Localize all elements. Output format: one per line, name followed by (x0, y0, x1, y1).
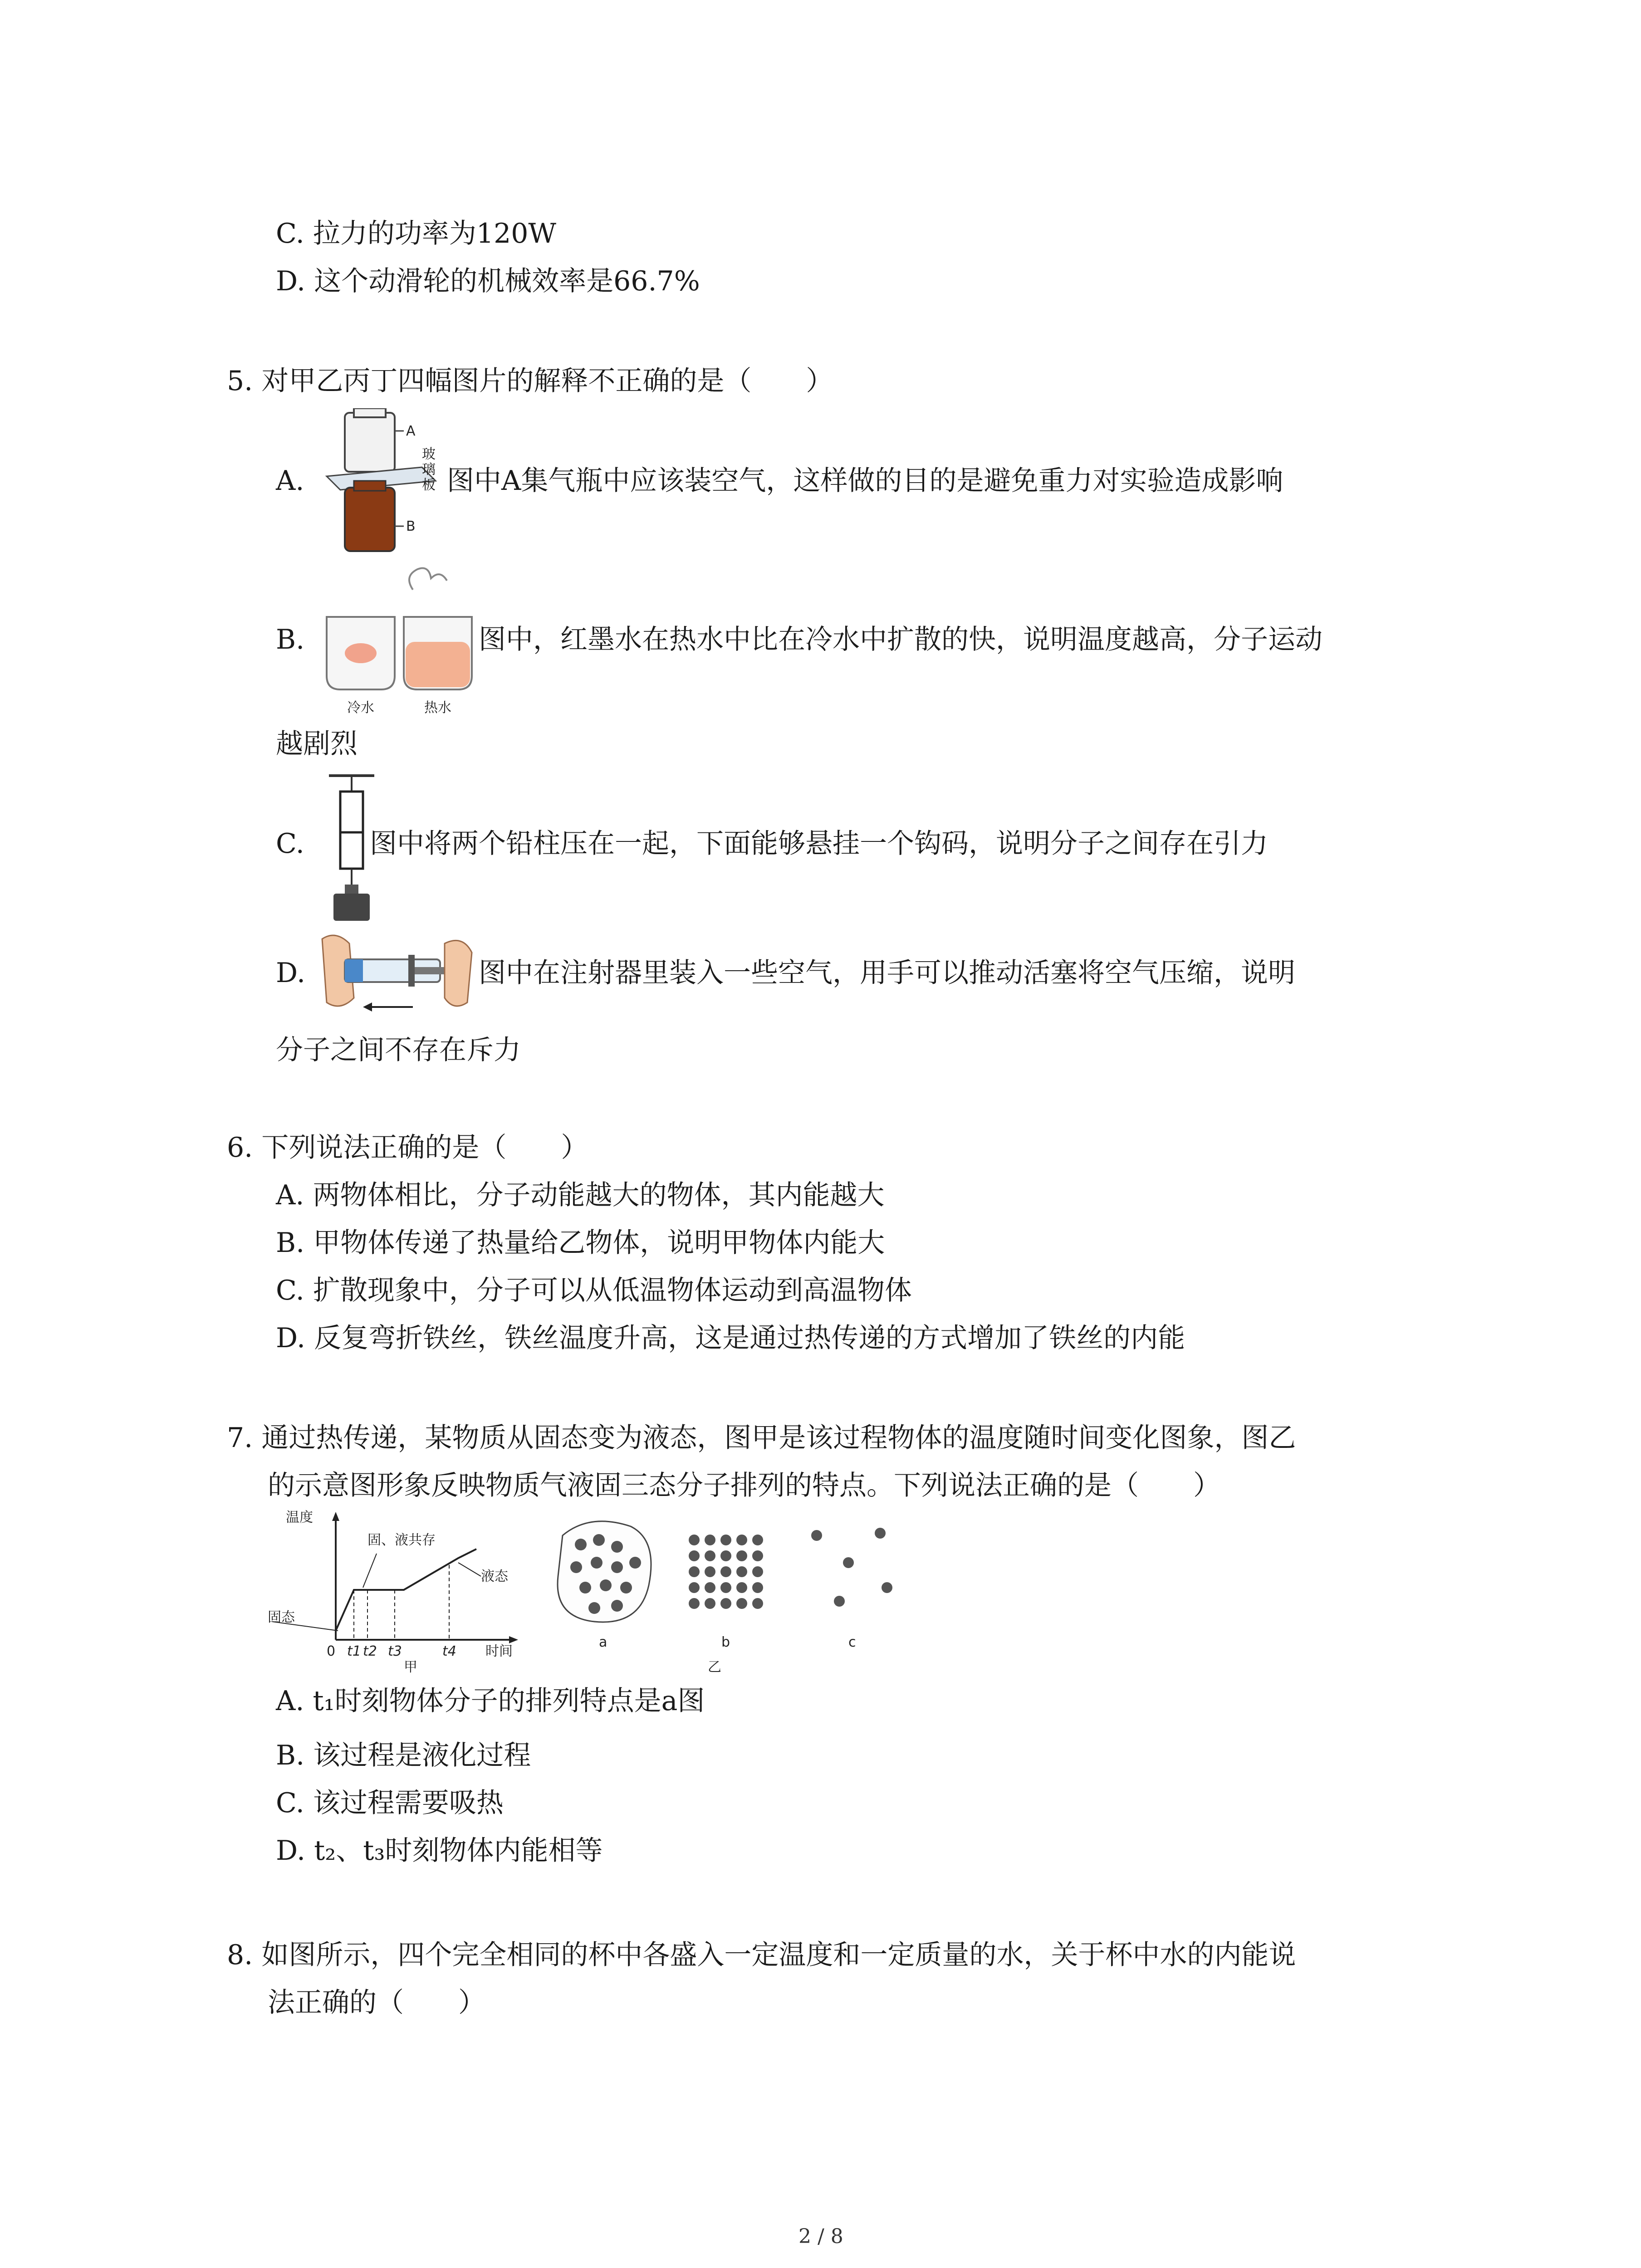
q6-option-c: C. 扩散现象中，分子可以从低温物体运动到高温物体 (276, 1275, 912, 1306)
graph-tick-t3: t3 (388, 1643, 402, 1659)
diagram-caption-yi: 乙 (708, 1659, 721, 1675)
q5-b-text: 图中，红墨水在热水中比在冷水中扩散的快，说明温度越高，分子运动 (479, 624, 1323, 655)
q5-c-text: 图中将两个铅柱压在一起，下面能够悬挂一个钩码，说明分子之间存在引力 (370, 828, 1268, 860)
q4-option-d: D. 这个动滑轮的机械效率是66.7% (276, 265, 700, 297)
graph-tick-t2: t2 (363, 1643, 377, 1659)
diagram-label-b: b (721, 1634, 730, 1650)
q6-option-a: A. 两物体相比，分子动能越大的物体，其内能越大 (276, 1179, 885, 1211)
q5-d-label: D. (276, 957, 306, 989)
molecule-arrangements-figure (554, 1508, 926, 1681)
q5-d-text: 图中在注射器里装入一些空气，用手可以推动活塞将空气压缩，说明 (479, 957, 1295, 989)
q5-b-label: B. (276, 624, 305, 655)
q6-stem: 6. 下列说法正确的是（ ） (227, 1132, 588, 1163)
syringe-figure (318, 921, 476, 1021)
beakers-figure (318, 562, 481, 726)
q4-option-c: C. 拉力的功率为120W (276, 218, 557, 249)
q7-stem-line1: 7. 通过热传递，某物质从固态变为液态，图甲是该过程物体的温度随时间变化图象，图乙 (227, 1422, 1296, 1454)
q5-c-label: C. (276, 828, 304, 860)
q5-stem: 5. 对甲乙丙丁四幅图片的解释不正确的是（ ） (227, 365, 833, 397)
graph-ylabel: 温度 (286, 1510, 313, 1525)
q6-option-b: B. 甲物体传递了热量给乙物体，说明甲物体内能大 (276, 1227, 885, 1259)
graph-coexist-label: 固、液共存 (367, 1532, 436, 1548)
q7-option-d: D. t₂、t₃时刻物体内能相等 (276, 1835, 603, 1867)
diagram-label-a: a (599, 1634, 607, 1650)
q5-a-label: A. (276, 465, 304, 497)
glass-plate-label: 玻璃板 (422, 446, 436, 493)
q5-a-text: 图中A集气瓶中应该装空气，这样做的目的是避免重力对实验造成影响 (447, 465, 1283, 497)
page-number: 2 / 8 (798, 2225, 843, 2248)
q6-option-d: D. 反复弯折铁丝，铁丝温度升高，这是通过热传递的方式增加了铁丝的内能 (276, 1322, 1185, 1354)
q7-option-b: B. 该过程是液化过程 (276, 1740, 531, 1771)
fig-label-b: B (406, 518, 416, 534)
diagram-label-c: c (848, 1634, 856, 1650)
temperature-time-graph (268, 1508, 549, 1681)
q7-option-a: A. t₁时刻物体分子的排列特点是a图 (276, 1685, 705, 1717)
q8-stem-line2: 法正确的（ ） (268, 1987, 485, 2019)
graph-solid-label: 固态 (268, 1609, 295, 1625)
graph-tick-t4: t4 (442, 1643, 456, 1659)
q5-b-text-cont: 越剧烈 (276, 728, 358, 760)
hot-water-label: 热水 (424, 700, 451, 716)
graph-xlabel: 时间 (485, 1643, 513, 1659)
q7-option-c: C. 该过程需要吸热 (276, 1787, 504, 1819)
q7-stem-line2: 的示意图形象反映物质气液固三态分子排列的特点。下列说法正确的是（ ） (268, 1470, 1220, 1501)
graph-origin: 0 (327, 1643, 336, 1659)
q5-d-text-cont: 分子之间不存在斥力 (276, 1034, 521, 1066)
cold-water-label: 冷水 (347, 700, 374, 716)
fig-label-a: A (406, 423, 416, 439)
q8-stem-line1: 8. 如图所示，四个完全相同的杯中各盛入一定温度和一定质量的水，关于杯中水的内能说 (227, 1939, 1296, 1971)
graph-caption-jia: 甲 (404, 1659, 417, 1675)
graph-tick-t1: t1 (347, 1643, 361, 1659)
graph-liquid-label: 液态 (481, 1569, 508, 1584)
